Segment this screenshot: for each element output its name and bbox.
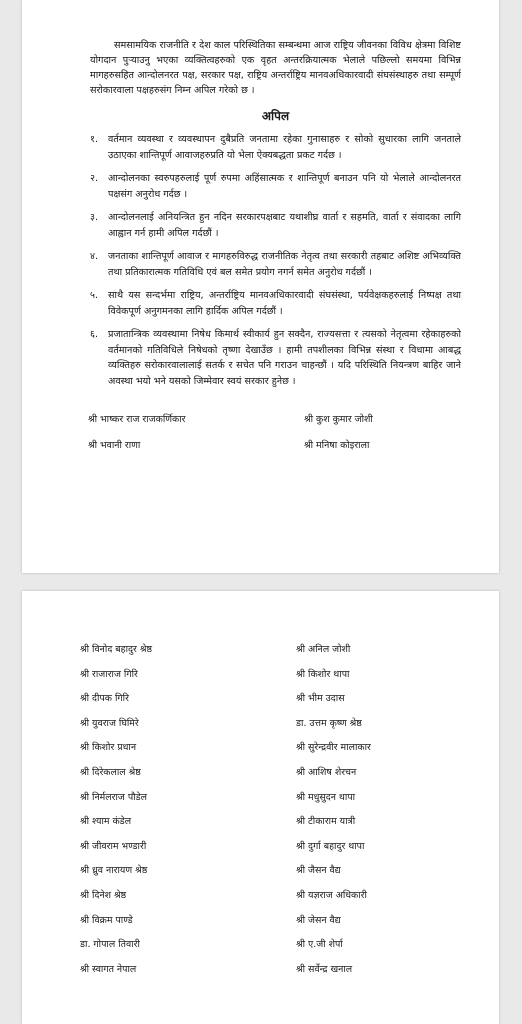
signatory-name: श्री टीकाराम यात्री [296,816,356,828]
signatory-name: श्री मनिषा कोइराला [304,440,370,451]
signatory-name: श्री मधुसुदन थापा [296,791,356,803]
appeal-number: ४. [90,251,99,262]
appeal-number: ३. [90,212,99,223]
signatory-name: श्री आशिष शेरचन [296,766,357,778]
signatory-name: श्री युवराज घिमिरे [80,717,139,729]
signatory-name: श्री दुर्गा बहादुर थापा [296,840,365,852]
signatory-name: श्री अनिल जोशी [296,644,351,655]
signatory-name: श्री दिनेश श्रेष्ठ [80,889,127,901]
intro-paragraph: समसामयिक राजनीति र देश काल परिस्थितिका सम्बन्धमा आज राष्ट्रिय जीवनका विविध क्षेत्रमा विशिष्ट योगदान पुऱ्याउनु भएका व्यक्तित्वहरुको एक वृहत अन्तरक्रियात्मक भेलाले पछिल्लो समयमा विभिन्न मागहरुसहित आन्दोलनरत पक्ष, सरकार पक्ष, राष्ट्रिय अन्तर्राष्ट्रिय मानवअधिकारवादी संघसंस्थाहरु तथा सम्पूर्ण सरोकारवाला पक्षहरुसंग निम्न अपिल गरेको छ । [90,40,461,96]
signatory-name: श्री यज्ञराज अधिकारी [296,889,367,901]
appeal-text: साथै यस सन्दर्भमा राष्ट्रिय, अन्तर्राष्ट्रिय मानवअधिकारवादी संघसंस्था, पर्यवेक्षकहरुलाई निष्पक्ष तथा विवेकपूर्ण अनुगमनका लागि हार्दिक अपिल गर्दछौं । [108,290,461,317]
signatory-name: डा. उत्तम कृष्ण श्रेष्ठ [296,717,362,729]
signatory-name: श्री भीम उदास [296,693,345,705]
appeal-text: जनताका शान्तिपूर्ण आवाज र मागहरुविरुद्ध राजनीतिक नेतृत्व तथा सरकारी तहबाट अशिष्ट अभिव्यक्ति तथा प्रतिकारात्मक गतिविधि एवं बल समेत प्रयोग नगर्न समेत अनुरोध गर्दछौं । [108,251,461,278]
signatory-name: श्री विनोद बहादुर श्रेष्ठ [80,644,152,655]
signatory-name: श्री श्याम कंडेल [80,816,132,828]
document-page-1 [22,0,499,573]
signatory-name: श्री किशोर थापा [296,668,350,680]
appeal-text: आन्दोलनका स्वरुपहरुलाई पूर्ण रुपमा अहिंसात्मक र शान्तिपूर्ण बनाउन पनि यो भेलाले आन्दोलनरत पक्षसंग अनुरोध गर्दछ । [108,173,461,200]
signature-list-page-1 [88,413,461,453]
signatory-name: श्री जैसन वैद्य [296,865,341,877]
appeal-item [90,327,461,389]
signatory-name: श्री भवानी राणा [88,440,141,451]
appeal-item [90,132,461,163]
signatory-name: श्री दिरेकलाल श्रेष्ठ [80,766,141,778]
signatory-name: श्री ए.जी शेर्पा [296,939,343,951]
appeal-text: आन्दोलनलाई अनियन्त्रित हुन नदिन सरकारपक्षबाट यथाशीघ्र वार्ता र सहमति, वार्ता र संवादका लागि आह्वान गर्न हामी अपिल गर्दछौं । [108,212,461,239]
signatory-name: श्री निर्मलराज पौडेल [80,791,147,803]
signatory-name: श्री कुश कुमार जोशी [304,414,373,425]
appeal-heading: अपिल [261,109,290,123]
signatory-name: श्री भाष्कर राज राजकर्णिकार [88,414,186,425]
signature-list-page-2 [80,643,461,977]
signatory-name: श्री जेसन वैद्य [296,914,341,926]
signatory-name: श्री किशोर प्रधान [80,742,137,754]
appeal-text: प्रजातान्त्रिक व्यवस्थामा निषेध किमार्थ स्वीकार्य हुन सक्दैन, राज्यसत्ता र त्यसको नेतृत्वमा रहेकाहरुको वर्तमानको गतिविधिले निषेधको तृष्णा देखाउँछ । हामी तपशीलका विभिन्न संस्था र विधामा आबद्ध व्यक्तिहरु सरोकारवालालाई सतर्क र सचेत पनि गराउन चाहन्छौं । यदि परिस्थिति नियन्त्रण बाहिर जाने अवस्था भयो भने यसको जिम्मेवार स्वयं सरकार हुनेछ । [108,329,461,387]
signatory-name: डा. गोपाल तिवारी [80,939,140,951]
signatory-name: श्री सुरेन्द्रवीर मालाकार [296,742,371,754]
appeal-list [90,132,461,389]
signatory-name: श्री ध्रुव नारायण श्रेष्ठ [80,865,148,877]
appeal-text: वर्तमान व्यवस्था र व्यवस्थापन दुबैप्रति जनतामा रहेका गुनासाहरु र सोको सुधारका लागि जनताले उठाएका शान्तिपूर्ण आवाजहरुप्रति यो भेला ऐक्यबद्धता प्रकट गर्दछ । [108,134,461,161]
appeal-number: ६. [90,329,99,340]
signatory-name: श्री राजाराज गिरि [80,668,138,680]
signatory-name: श्री जीवराम भण्डारी [80,840,147,852]
signatory-name: श्री स्वागत नेपाल [80,963,137,975]
appeal-number: ५. [90,290,99,301]
appeal-number: १. [90,134,99,145]
signatory-name: श्री विक्रम पाण्डे [80,914,133,926]
appeal-item [90,249,461,280]
appeal-item [90,288,461,319]
appeal-item [90,210,461,241]
document-page-2 [22,591,499,1024]
signatory-name: श्री सर्वेन्द्र खनाल [296,963,353,975]
appeal-item [90,171,461,202]
signatory-name: श्री दीपक गिरि [80,693,129,705]
appeal-number: २. [90,173,99,184]
